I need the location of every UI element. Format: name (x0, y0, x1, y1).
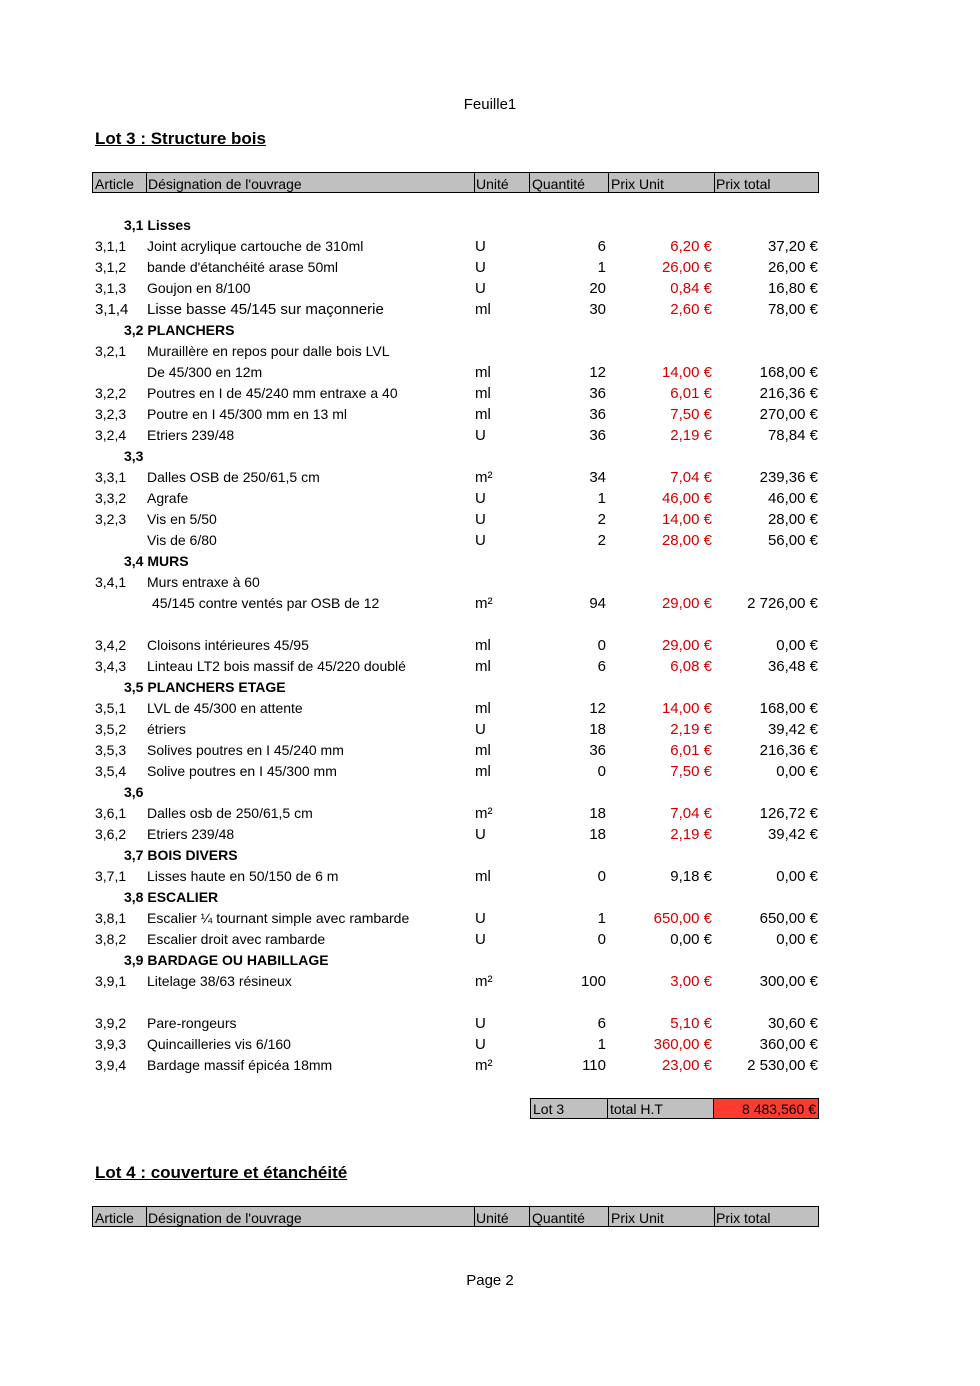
row-designation: Dalles OSB de 250/61,5 cm (147, 469, 320, 485)
table-row (0, 572, 980, 593)
row-unit-price: 6,01 € (670, 385, 712, 402)
row-total-price: 16,80 € (767, 280, 818, 297)
row-unit: m² (475, 469, 493, 486)
table-row (0, 761, 980, 782)
row-quantity: 36 (589, 742, 606, 759)
row-article: 3,1,1 (95, 238, 127, 254)
row-unit: U (475, 280, 486, 297)
row-unit: m² (475, 1057, 493, 1074)
row-article: 3,2 PLANCHERS (124, 322, 235, 338)
row-unit-price: 14,00 € (661, 700, 712, 717)
row-article: 3,2,3 (95, 406, 127, 422)
row-article: 3,9 BARDAGE OU HABILLAGE (124, 952, 329, 968)
row-designation: Agrafe (147, 490, 189, 506)
row-unit: U (475, 259, 486, 276)
row-unit: U (475, 1036, 486, 1053)
row-unit-price: 29,00 € (661, 637, 712, 654)
row-total-price: 39,42 € (767, 721, 818, 738)
row-designation: étriers (147, 721, 186, 737)
row-article: 3,1,4 (95, 301, 129, 318)
row-unit: U (475, 721, 486, 738)
row-designation: bande d'étanchéité arase 50ml (147, 259, 339, 275)
table-row (0, 341, 980, 362)
row-total-price: 78,00 € (767, 301, 818, 318)
lot4-header-total-price: Prix total (716, 1210, 771, 1226)
row-total-price: 36,48 € (767, 658, 818, 675)
row-designation: Goujon en 8/100 (147, 280, 251, 296)
row-unit: m² (475, 973, 493, 990)
row-designation: Quincailleries vis 6/160 (147, 1036, 291, 1052)
row-unit-price: 6,01 € (670, 742, 712, 759)
row-unit: m² (475, 595, 493, 612)
row-total-price: 0,00 € (776, 763, 818, 780)
lot4-header-article: Article (95, 1210, 134, 1226)
header-total-price: Prix total (716, 176, 771, 192)
row-quantity: 1 (597, 910, 606, 927)
row-unit-price: 7,04 € (670, 469, 712, 486)
row-designation: Escalier droit avec rambarde (147, 931, 326, 947)
row-designation: Joint acrylique cartouche de 310ml (147, 238, 364, 254)
row-unit-price: 2,60 € (670, 301, 712, 318)
row-total-price: 0,00 € (776, 931, 818, 948)
section-row (0, 782, 980, 803)
row-article: 3,8,1 (95, 910, 127, 926)
row-quantity: 2 (597, 511, 606, 528)
row-total-price: 78,84 € (767, 427, 818, 444)
table-row (0, 467, 980, 488)
row-designation: Vis de 6/80 (147, 532, 217, 548)
row-unit: ml (475, 385, 491, 402)
table-row (0, 488, 980, 509)
table-row (0, 866, 980, 887)
section-row (0, 551, 980, 572)
blank-row (0, 614, 980, 635)
row-article: 3,5,3 (95, 742, 127, 758)
lot3-table-header (92, 172, 819, 193)
row-article: 3,6,1 (95, 805, 127, 821)
table-row (0, 908, 980, 929)
row-designation: Dalles osb de 250/61,5 cm (147, 805, 313, 821)
row-unit-price: 9,18 € (670, 868, 712, 885)
row-article: 3,5 PLANCHERS ETAGE (124, 679, 286, 695)
row-unit: ml (475, 742, 491, 759)
row-unit: U (475, 238, 486, 255)
row-unit: U (475, 427, 486, 444)
row-total-price: 37,20 € (767, 238, 818, 255)
row-quantity: 20 (589, 280, 606, 297)
row-quantity: 36 (589, 406, 606, 423)
table-row (0, 299, 980, 320)
sheet-title: Feuille1 (463, 96, 517, 113)
row-quantity: 36 (589, 385, 606, 402)
row-quantity: 100 (580, 973, 606, 990)
table-row (0, 236, 980, 257)
lot4-header-unit: Unité (476, 1210, 509, 1226)
table-row (0, 383, 980, 404)
row-total-price: 270,00 € (759, 406, 818, 423)
row-unit: ml (475, 637, 491, 654)
row-total-price: 0,00 € (776, 868, 818, 885)
row-total-price: 2 530,00 € (747, 1057, 818, 1074)
table-row (0, 530, 980, 551)
total-ht-label: total H.T (610, 1101, 663, 1117)
row-quantity: 34 (589, 469, 606, 486)
total-ht-value: 8 483,560 € (742, 1101, 816, 1117)
row-unit: U (475, 490, 486, 507)
row-article: 3,7,1 (95, 868, 127, 884)
row-quantity: 110 (582, 1057, 606, 1074)
row-unit-price: 5,10 € (670, 1015, 712, 1032)
table-row (0, 803, 980, 824)
row-designation: Linteau LT2 bois massif de 45/220 doublé (147, 658, 406, 674)
row-designation: Etriers 239/48 (147, 826, 235, 842)
row-quantity: 36 (589, 427, 606, 444)
section-row (0, 320, 980, 341)
lot3-total (530, 1098, 819, 1119)
header-designation: Désignation de l'ouvrage (148, 176, 302, 192)
table-row (0, 1013, 980, 1034)
lot4-header-quantity: Quantité (532, 1210, 585, 1226)
table-row (0, 824, 980, 845)
table-row (0, 635, 980, 656)
row-total-price: 39,42 € (767, 826, 818, 843)
row-designation: Escalier ¼ tournant simple avec rambarde (147, 910, 410, 926)
row-total-price: 56,00 € (767, 532, 818, 549)
row-unit-price: 28,00 € (661, 532, 712, 549)
table-row (0, 929, 980, 950)
table-row (0, 971, 980, 992)
row-article: 3,4,1 (95, 574, 127, 590)
header-article: Article (95, 176, 134, 192)
row-unit: U (475, 1015, 486, 1032)
row-unit: ml (475, 301, 491, 318)
row-article: 3,5,1 (95, 700, 127, 716)
row-total-price: 2 726,00 € (747, 595, 818, 612)
row-total-price: 168,00 € (759, 364, 818, 381)
row-unit: ml (475, 763, 491, 780)
page-number: Page 2 (466, 1272, 514, 1289)
lot4-header-designation: Désignation de l'ouvrage (148, 1210, 302, 1226)
table-row (0, 698, 980, 719)
row-total-price: 168,00 € (759, 700, 818, 717)
row-total-price: 216,36 € (759, 742, 818, 759)
row-unit-price: 650,00 € (653, 910, 712, 927)
row-unit: m² (475, 805, 493, 822)
row-total-price: 300,00 € (759, 973, 818, 990)
row-unit-price: 6,20 € (670, 238, 712, 255)
table-row (0, 656, 980, 677)
row-total-price: 26,00 € (767, 259, 818, 276)
row-unit-price: 0,84 € (670, 280, 712, 297)
row-unit-price: 6,08 € (670, 658, 712, 675)
row-unit: ml (475, 364, 491, 381)
row-unit-price: 2,19 € (670, 826, 712, 843)
row-article: 3,9,2 (95, 1015, 127, 1031)
row-quantity: 18 (589, 721, 606, 738)
row-quantity: 6 (597, 1015, 606, 1032)
row-quantity: 6 (597, 658, 606, 675)
table-row (0, 509, 980, 530)
row-unit-price: 0,00 € (670, 931, 712, 948)
row-designation: LVL de 45/300 en attente (147, 700, 303, 716)
row-unit-price: 360,00 € (653, 1036, 712, 1053)
row-unit-price: 26,00 € (661, 259, 712, 276)
section-row (0, 446, 980, 467)
total-lot-label: Lot 3 (533, 1101, 565, 1117)
table-row (0, 404, 980, 425)
row-quantity: 12 (589, 364, 606, 381)
row-designation: Bardage massif épicéa 18mm (147, 1057, 333, 1073)
table-row (0, 257, 980, 278)
row-article: 3,2,1 (95, 343, 127, 359)
row-unit-price: 7,50 € (670, 406, 712, 423)
blank-row (0, 992, 980, 1013)
row-designation: Cloisons intérieures 45/95 (147, 637, 309, 653)
lot4-header-unit-price: Prix Unit (611, 1210, 664, 1226)
row-unit-price: 3,00 € (670, 973, 712, 990)
table-row (0, 1055, 980, 1076)
table-row (0, 362, 980, 383)
table-row (0, 719, 980, 740)
row-article: 3,2,2 (95, 385, 127, 401)
row-article: 3,1,2 (95, 259, 127, 275)
row-total-price: 360,00 € (759, 1036, 818, 1053)
row-unit: U (475, 511, 486, 528)
row-quantity: 1 (597, 259, 606, 276)
row-article: 3,6,2 (95, 826, 127, 842)
row-quantity: 0 (597, 868, 606, 885)
row-total-price: 126,72 € (759, 805, 818, 822)
section-row (0, 950, 980, 971)
row-total-price: 46,00 € (767, 490, 818, 507)
row-total-price: 239,36 € (759, 469, 818, 486)
row-quantity: 1 (597, 490, 606, 507)
header-unit-price: Prix Unit (611, 176, 664, 192)
row-article: 3,4 MURS (124, 553, 189, 569)
row-unit-price: 2,19 € (670, 427, 712, 444)
table-row (0, 593, 980, 614)
table-row (0, 425, 980, 446)
row-quantity: 0 (597, 931, 606, 948)
row-designation: Pare-rongeurs (147, 1015, 237, 1031)
row-quantity: 0 (597, 637, 606, 654)
row-total-price: 28,00 € (767, 511, 818, 528)
row-quantity: 2 (597, 532, 606, 549)
row-unit: ml (475, 700, 491, 717)
row-designation: Poutre en I 45/300 mm en 13 ml (147, 406, 347, 422)
row-unit: U (475, 910, 486, 927)
row-article: 3,6 (124, 784, 144, 800)
header-quantity: Quantité (532, 176, 585, 192)
section-row (0, 215, 980, 236)
row-designation: Muraillère en repos pour dalle bois LVL (147, 343, 390, 359)
row-designation: Litelage 38/63 résineux (147, 973, 292, 989)
row-article: 3,9,3 (95, 1036, 127, 1052)
row-article: 3,5,4 (95, 763, 127, 779)
row-designation: Vis en 5/50 (147, 511, 217, 527)
row-unit-price: 14,00 € (661, 364, 712, 381)
row-unit: U (475, 532, 486, 549)
row-unit: ml (475, 868, 491, 885)
row-unit: U (475, 931, 486, 948)
row-quantity: 30 (589, 301, 606, 318)
row-article: 3,2,4 (95, 427, 127, 443)
lot4-title: Lot 4 : couverture et étanchéité (95, 1163, 348, 1182)
section-row (0, 845, 980, 866)
row-designation: Solives poutres en I 45/240 mm (147, 742, 344, 758)
row-article: 3,5,2 (95, 721, 127, 737)
lot4-table-header (92, 1206, 819, 1227)
row-article: 3,4,3 (95, 658, 127, 674)
table-row (0, 278, 980, 299)
row-unit-price: 7,50 € (670, 763, 712, 780)
row-article: 3,9,1 (95, 973, 127, 989)
row-designation: Lisses haute en 50/150 de 6 m (147, 868, 339, 884)
row-article: 3,4,2 (95, 637, 127, 653)
row-quantity: 12 (589, 700, 606, 717)
row-unit-price: 2,19 € (670, 721, 712, 738)
row-article: 3,3 (124, 448, 144, 464)
row-designation: De 45/300 en 12m (147, 364, 263, 380)
header-unit: Unité (476, 176, 509, 192)
row-total-price: 0,00 € (776, 637, 818, 654)
row-unit: U (475, 826, 486, 843)
row-total-price: 216,36 € (759, 385, 818, 402)
row-quantity: 94 (589, 595, 606, 612)
table-row (0, 1034, 980, 1055)
row-article: 3,7 BOIS DIVERS (124, 847, 238, 863)
row-article: 3,9,4 (95, 1057, 127, 1073)
row-designation: Etriers 239/48 (147, 427, 235, 443)
row-article: 3,3,1 (95, 469, 127, 485)
row-unit-price: 7,04 € (670, 805, 712, 822)
row-quantity: 6 (597, 238, 606, 255)
table-row (0, 740, 980, 761)
row-total-price: 650,00 € (759, 910, 818, 927)
row-designation: Solive poutres en I 45/300 mm (147, 763, 337, 779)
row-unit: ml (475, 406, 491, 423)
row-unit-price: 46,00 € (661, 490, 712, 507)
row-unit-price: 14,00 € (661, 511, 712, 528)
row-designation: Murs entraxe à 60 (147, 574, 260, 590)
row-unit: ml (475, 658, 491, 675)
lot3-title: Lot 3 : Structure bois (95, 129, 266, 148)
section-row (0, 677, 980, 698)
row-article: 3,3,2 (95, 490, 127, 506)
row-designation: 45/145 contre ventés par OSB de 12 (152, 595, 380, 611)
section-row (0, 887, 980, 908)
row-designation: Poutres en I de 45/240 mm entraxe a 40 (147, 385, 398, 401)
row-quantity: 1 (597, 1036, 606, 1053)
row-total-price: 30,60 € (767, 1015, 818, 1032)
row-article: 3,1 Lisses (124, 217, 191, 233)
row-quantity: 18 (589, 826, 606, 843)
row-article: 3,1,3 (95, 280, 127, 296)
row-designation: Lisse basse 45/145 sur maçonnerie (147, 301, 384, 318)
row-article: 3,8,2 (95, 931, 127, 947)
row-article: 3,8 ESCALIER (124, 889, 219, 905)
row-quantity: 0 (597, 763, 606, 780)
row-quantity: 18 (589, 805, 606, 822)
row-unit-price: 29,00 € (661, 595, 712, 612)
row-article: 3,2,3 (95, 511, 127, 527)
row-unit-price: 23,00 € (661, 1057, 712, 1074)
